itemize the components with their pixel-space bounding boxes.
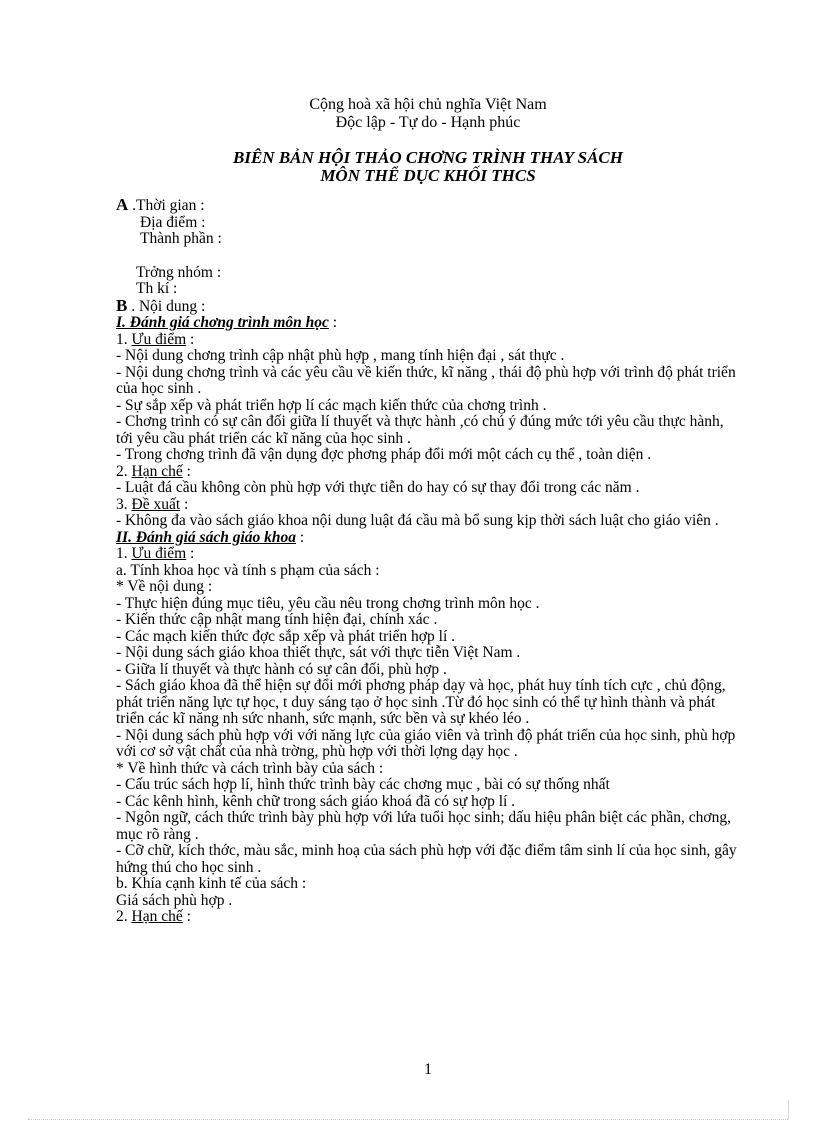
part-a-place: Địa điểm :	[140, 213, 206, 231]
section-1-limitations-title: 2. Hạn chế :	[116, 462, 191, 480]
subsection-b-title: b. Khía cạnh kinh tế của sách :	[116, 875, 307, 892]
part-b-content: B . Nội dung :	[116, 295, 206, 315]
list-item: - Nội dung sách giáo khoa thiết thực, sát với thực tiễn Việt Nam .	[116, 644, 521, 661]
section-2-heading: II. Đánh giá sách giáo khoa :	[116, 528, 305, 546]
motto-line-1: Cộng hoà xã hội chủ nghĩa Việt Nam	[309, 96, 547, 113]
list-item: - Không đa vào sách giáo khoa nội dung luật đá cầu mà bổ sung kịp thời sách luật cho giáo viên .	[116, 512, 719, 529]
section-1-advantages-title: 1. Ưu điểm :	[116, 330, 195, 348]
list-item: - Trong chơng trình đã vận dụng đợc phơng pháp đổi mới một cách cụ thể , toàn diện .	[116, 446, 652, 463]
part-a-members: Thành phần :	[140, 230, 222, 247]
list-item: - Giữa lí thuyết và thực hành có sự cân đối, phù hợp .	[116, 660, 447, 678]
list-item: - Cỡ chữ, kích thớc, màu sắc, minh hoạ của sách phù hợp với đặc điểm tâm sinh lí của học sinh, gây hứng thú cho học sinh .	[116, 842, 737, 876]
document-body	[116, 197, 741, 926]
section-2-limitations-title: 2. Hạn chế :	[116, 908, 191, 925]
part-a-leader: Trởng nhóm :	[136, 263, 222, 281]
list-item: - Các mạch kiến thức đợc sắp xếp và phát triển hợp lí .	[116, 627, 455, 645]
list-item: - Ngôn ngữ, cách thức trình bày phù hợp với lứa tuổi học sinh; dấu hiệu phân biệt các phần, chơng, mục rõ ràng .	[116, 809, 731, 843]
list-item: - Thực hiện đúng mục tiêu, yêu cầu nêu trong chơng trình môn học .	[116, 594, 540, 612]
part-a-marker: A	[116, 195, 129, 214]
subsection-a-title: a. Tính khoa học và tính s phạm của sách :	[116, 561, 380, 579]
document-title	[0, 149, 816, 185]
list-item: - Cấu trúc sách hợp lí, hình thức trình bày các chơng mục , bài có sự thống nhất	[116, 776, 610, 793]
page-bottom-divider	[28, 1119, 788, 1120]
national-motto	[0, 96, 816, 132]
section-1-heading: I. Đánh giá chơng trình môn học :	[116, 314, 338, 331]
list-item: - Luật đá cầu không còn phù hợp với thực tiễn do hay có sự thay đổi trong các năm .	[116, 479, 640, 496]
page-number: 1	[424, 1061, 432, 1078]
list-item: - Nội dung chơng trình và các yêu cầu về kiến thức, kĩ năng , thái độ phù hợp với trình độ phát triển của học sinh .	[116, 363, 736, 397]
list-item: - Nội dung sách phù hợp với với năng lực của giáo viên và trình độ phát triển của học sinh, phù hợp với cơ sở vật chất của nhà trờng, phù hợp với thời lợng dạy học .	[116, 726, 736, 760]
list-item: - Nội dung chơng trình cập nhật phù hợp , mang tính hiện đại , sát thực .	[116, 347, 565, 364]
form-subtitle: * Về hình thức và cách trình bày của sách :	[116, 759, 384, 777]
title-line-1: BIÊN BẢN HỘI THẢO CHƠNG TRÌNH THAY SÁCH	[233, 148, 623, 167]
price-text: Giá sách phù hợp .	[116, 891, 233, 909]
page-corner-mark	[788, 1100, 789, 1120]
motto-line-2: Độc lập - Tự do - Hạnh phúc	[335, 114, 521, 131]
section-2-advantages-title: 1. Ưu điểm :	[116, 545, 195, 562]
title-line-2: MÔN THỂ DỤC KHỐI THCS	[320, 166, 536, 185]
content-subtitle: * Về nội dung :	[116, 578, 213, 595]
list-item: - Các kênh hình, kênh chữ trong sách giáo khoá đã có sự hợp lí .	[116, 792, 516, 810]
list-item: - Sự sắp xếp và phát triển hợp lí các mạch kiến thức của chơng trình .	[116, 396, 547, 414]
part-a-secretary: Th kí :	[136, 280, 178, 297]
part-b-marker: B	[116, 295, 128, 315]
list-item: - Kiến thức cập nhật mang tính hiện đại, chính xác .	[116, 611, 438, 628]
list-item: - Chơng trình có sự cân đối giữa lí thuyết và thực hành ,có chú ý đúng mức tới yêu cầu thực hành, tới yêu cầu phát triển các kĩ năng của học sinh .	[116, 413, 724, 447]
part-a-time: A .Thời gian :	[116, 195, 205, 214]
list-item: - Sách giáo khoa đã thể hiện sự đổi mới phơng pháp dạy và học, phát huy tính tích cực , chủ động, phát triển năng lực tự học, t duy sáng tạo ở học sinh .Từ đó học sinh có thể tự hình thành và phát triển các kĩ năng nh sức nhanh, sức mạnh, sức bền và sự khéo léo .	[116, 677, 726, 727]
section-1-proposal-title: 3. Đề xuất :	[116, 495, 189, 513]
